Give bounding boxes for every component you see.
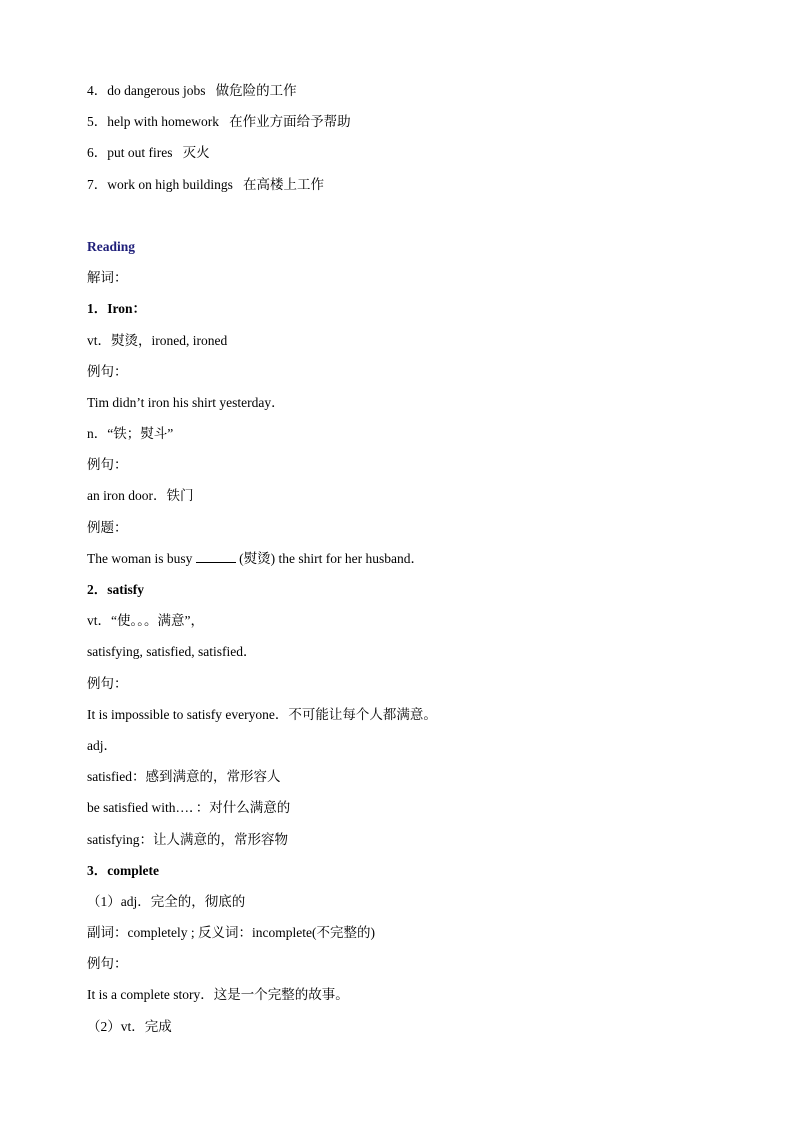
example-sentence: It is impossible to satisfy everyone．不可能让每个人都满意。	[87, 706, 437, 722]
phrase-item	[87, 80, 727, 111]
vocab-label: 解词：	[87, 270, 128, 286]
word-forms: satisfying, satisfied, satisfied．	[87, 644, 257, 660]
phrase-number: 5．	[87, 114, 108, 130]
example-sentence: It is a complete story．这是一个完整的故事。	[87, 987, 349, 1003]
definition-line: vt．熨烫，ironed, ironed	[87, 332, 228, 348]
phrase-chinese: 灭火	[182, 145, 210, 161]
phrase-english: work on high buildings	[107, 176, 233, 192]
vocab-heading-iron: 1．Iron：	[87, 301, 147, 317]
definition-line: （2）vt．完成	[87, 1018, 172, 1034]
example-sentence: Tim didn’t iron his shirt yesterday．	[87, 394, 285, 410]
example-sentence: an iron door．铁门	[87, 488, 194, 504]
phrase-item	[87, 142, 727, 173]
exercise-label: 例题：	[87, 519, 128, 535]
document-page	[87, 80, 727, 1047]
exercise-question	[87, 548, 727, 579]
example-label: 例句：	[87, 675, 128, 691]
phrase-chinese: 在高楼上工作	[243, 176, 325, 192]
definition-line: vt．“使。。。满意”，	[87, 613, 204, 629]
question-text-after: (熨烫) the shirt for her husband．	[239, 550, 424, 566]
vocab-heading-satisfy: 2．satisfy	[87, 582, 144, 597]
phrase-item	[87, 111, 727, 142]
phrase-english: do dangerous jobs	[107, 83, 206, 98]
example-label: 例句：	[87, 956, 128, 972]
example-label: 例句：	[87, 363, 128, 379]
phrase-item	[87, 174, 727, 205]
example-label: 例句：	[87, 457, 128, 473]
phrase-number: 6．	[87, 145, 108, 161]
answer-blank	[196, 550, 236, 563]
definition-line: be satisfied with…．：对什么满意的	[87, 800, 291, 816]
phrase-english: help with homework	[107, 114, 219, 130]
definition-line: 副词：completely ; 反义词：incomplete(不完整的)	[87, 925, 375, 941]
definition-line: （1）adj．完全的，彻底的	[87, 893, 246, 909]
definition-line: satisfying：让人满意的，常形容物	[87, 831, 288, 847]
definition-line: satisfied：感到满意的，常形容人	[87, 769, 281, 785]
phrase-number: 4．	[87, 83, 108, 98]
phrase-english: put out fires	[107, 145, 173, 161]
spacer	[87, 205, 727, 236]
phrase-chinese: 做危险的工作	[215, 83, 297, 98]
question-text-before: The woman is busy	[87, 550, 193, 566]
definition-line: n．“铁；熨斗”	[87, 426, 174, 442]
phrase-chinese: 在作业方面给予帮助	[229, 114, 351, 130]
section-heading-reading: Reading	[87, 238, 136, 254]
vocab-heading-complete: 3．complete	[87, 862, 159, 878]
phrase-number: 7．	[87, 176, 108, 192]
part-of-speech: adj．	[87, 737, 117, 753]
